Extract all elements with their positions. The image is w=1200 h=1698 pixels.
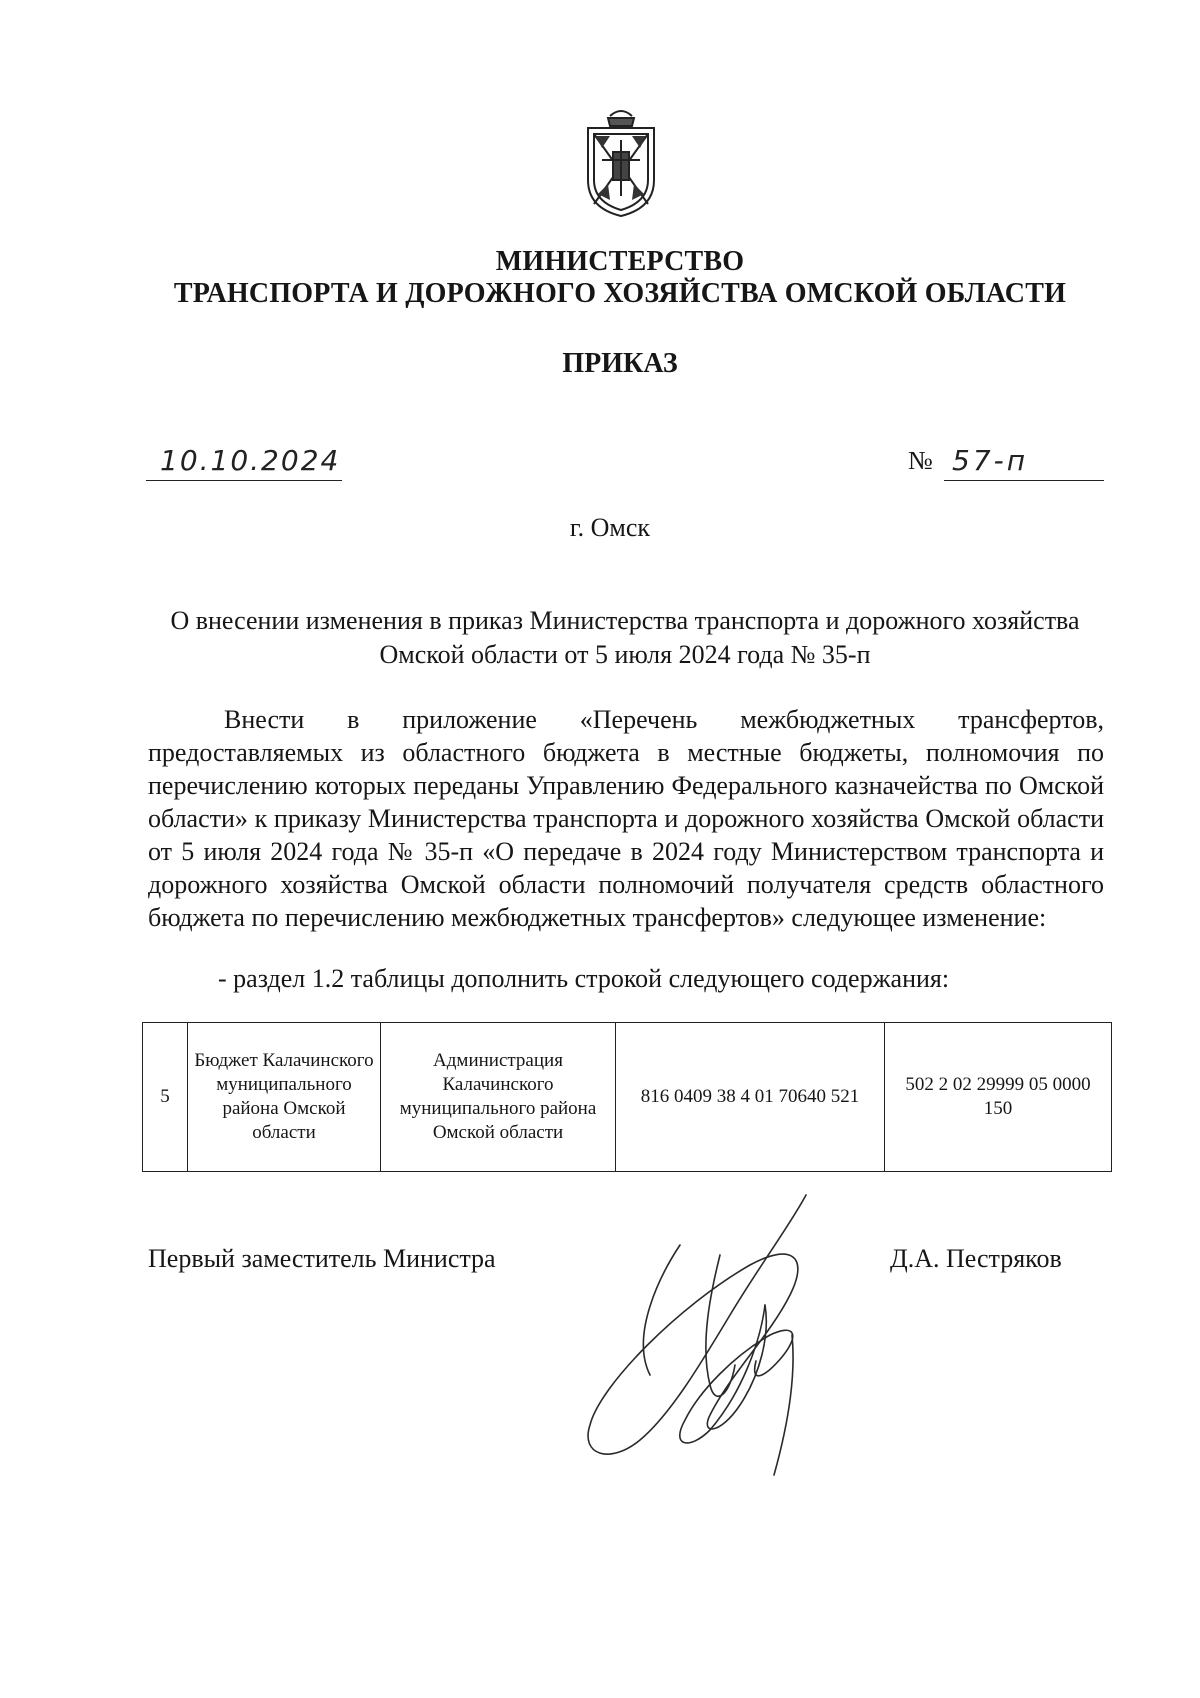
order-number-value: 57-п bbox=[952, 444, 1029, 477]
coat-of-arms-emblem bbox=[580, 104, 662, 220]
table-cell-expense-code: 816 0409 38 4 01 70640 521 bbox=[616, 1023, 885, 1172]
table-cell-number: 5 bbox=[143, 1023, 188, 1172]
ministry-name-line1: МИНИСТЕРСТВО bbox=[495, 246, 745, 277]
city-label: г. Омск bbox=[569, 513, 651, 542]
document-type-title: ПРИКАЗ bbox=[562, 348, 678, 379]
table-cell-budget: Бюджет Калачинского муниципального района Омской области bbox=[188, 1023, 381, 1172]
table-cell-income-code: 502 2 02 29999 05 0000 150 bbox=[885, 1023, 1112, 1172]
table-cell-administrator: Администрация Калачинского муниципального района Омской области bbox=[381, 1023, 616, 1172]
table-row bbox=[143, 1023, 1112, 1172]
order-date-value: 10.10.2024 bbox=[160, 444, 341, 477]
order-bullet-item: - раздел 1.2 таблицы дополнить строкой следующего содержания: bbox=[218, 964, 950, 993]
order-number-label: № bbox=[908, 446, 933, 475]
ministry-name-line2: ТРАНСПОРТА И ДОРОЖНОГО ХОЗЯЙСТВА ОМСКОЙ ОБЛАСТИ bbox=[173, 278, 1067, 309]
handwritten-signature bbox=[560, 1185, 880, 1485]
order-subject: О внесении изменения в приказ Министерства транспорта и дорожного хозяйства Омской области от 5 июля 2024 года № 35-п bbox=[170, 606, 1080, 669]
signer-position: Первый заместитель Министра bbox=[148, 1244, 496, 1273]
order-body-paragraph: Внести в приложение «Перечень межбюджетных трансфертов, предоставляемых из областного бюджета в местные бюджеты, полномочия по перечислению которых переданы Управлению Федерального казначейства по Омской области» к приказу Министерства транспорта и дорожного хозяйства Омской области от 5 июля 2024 года № 35-п «О передаче в 2024 году Министерством транспорта и дорожного хозяйства Омской области полномочий получателя средств областного бюджета по перечислению межбюджетных трансфертов» следующее изменение: bbox=[148, 705, 1104, 932]
added-row-table bbox=[142, 1022, 1112, 1172]
order-date-field bbox=[146, 444, 342, 481]
signer-name: Д.А. Пестряков bbox=[890, 1244, 1062, 1273]
order-number-field bbox=[944, 444, 1104, 481]
